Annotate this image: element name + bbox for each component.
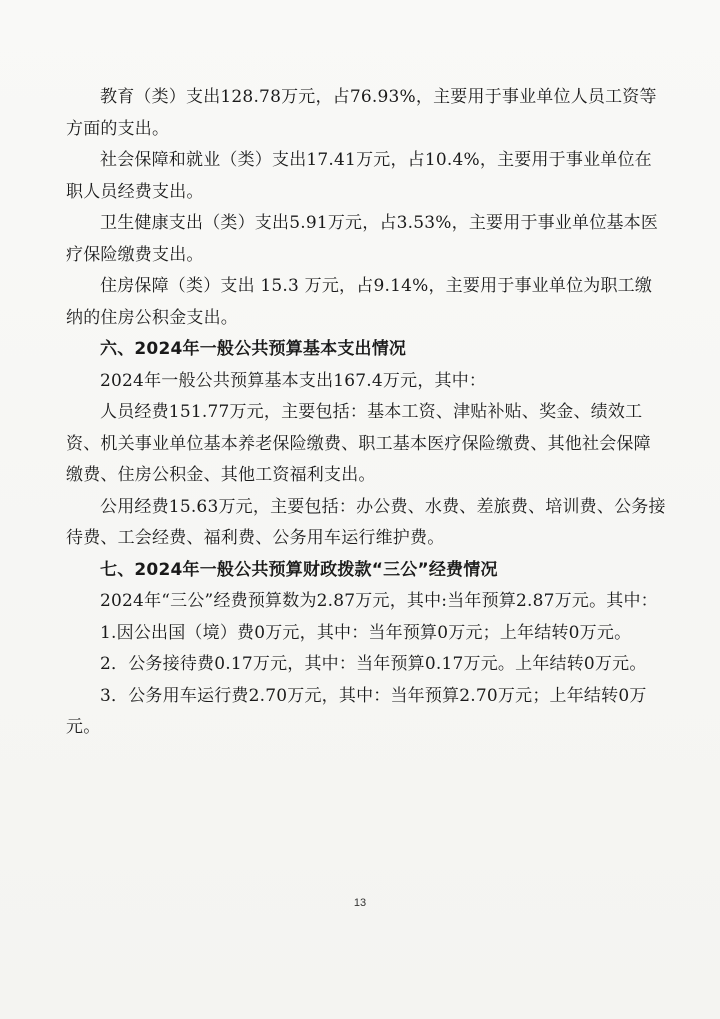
paragraph-vehicle-expense: 3．公务用车运行费2.70万元，其中：当年预算2.70万元；上年结转0万元。 [66,685,647,737]
paragraph-three-public-total: 2024年“三公”经费预算数为2.87万元，其中:当年预算2.87万元。其中： [100,591,658,611]
paragraph-basic-expenditure-total: 2024年一般公共预算基本支出167.4万元，其中： [100,370,487,391]
document-body [66,82,666,744]
paragraph-personnel-expense: 人员经费151.77万元，主要包括：基本工资、津贴补贴、奖金、绩效工资、机关事业单位基本养老保险缴费、职工基本医疗保险缴费、其他社会保障缴费、住房公积金、其他工资福利支出。 [66,402,651,485]
paragraph-housing-expense: 住房保障（类）支出 15.3 万元，占9.14%，主要用于事业单位为职工缴纳的住房公积金支出。 [66,276,653,328]
section-heading-three-public-expenses: 七、2024年一般公共预算财政拨款“三公”经费情况 [100,559,498,580]
page-number: 13 [353,897,367,909]
paragraph-education-expense: 教育（类）支出128.78万元，占76.93%，主要用于事业单位人员工资等方面的支出。 [66,87,657,139]
section-heading-basic-expenditure: 六、2024年一般公共预算基本支出情况 [100,339,407,359]
paragraph-reception-expense: 2．公务接待费0.17万元，其中：当年预算0.17万元。上年结转0万元。 [100,654,647,674]
paragraph-overseas-travel: 1.因公出国（境）费0万元，其中：当年预算0万元；上年结转0万元。 [100,622,632,643]
paragraph-social-security-expense: 社会保障和就业（类）支出17.41万元，占10.4%，主要用于事业单位在职人员经费支出。 [66,150,652,202]
paragraph-public-expense: 公用经费15.63万元，主要包括：办公费、水费、差旅费、培训费、公务接待费、工会经费、福利费、公务用车运行维护费。 [66,496,666,548]
paragraph-health-expense: 卫生健康支出（类）支出5.91万元，占3.53%，主要用于事业单位基本医疗保险缴费支出。 [66,213,659,265]
